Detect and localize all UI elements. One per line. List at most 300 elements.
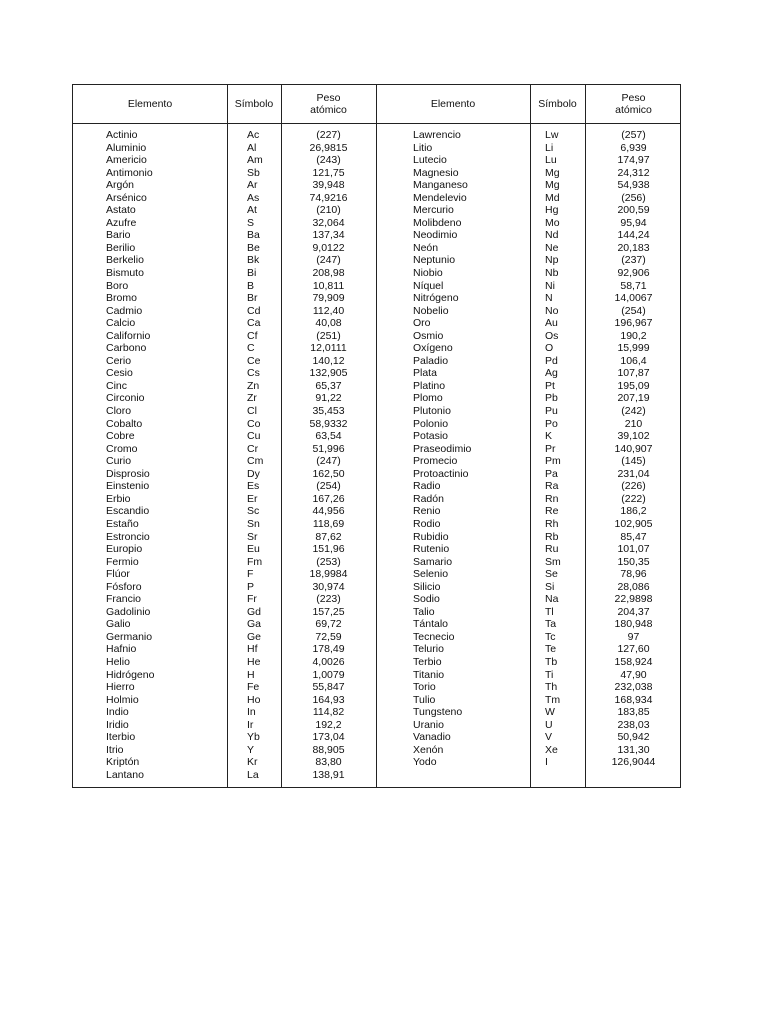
element-name: Flúor — [106, 568, 130, 581]
table-row — [413, 556, 682, 569]
atomic-weight: 151,96 — [312, 543, 345, 556]
header-element-left: Elemento — [127, 98, 173, 110]
table-row — [106, 380, 376, 393]
element-name: Radio — [413, 480, 441, 493]
element-name: Bario — [106, 229, 131, 242]
element-symbol: Kr — [247, 756, 258, 769]
element-symbol: In — [247, 706, 256, 719]
table-row — [413, 254, 682, 267]
atomic-weight: 91,22 — [315, 392, 342, 405]
table-row — [413, 468, 682, 481]
atomic-weight: 35,453 — [312, 405, 345, 418]
element-symbol: N — [545, 292, 553, 305]
element-name: Cobalto — [106, 417, 143, 430]
header-weight-right — [585, 85, 682, 123]
element-name: Vanadio — [413, 731, 451, 744]
element-symbol: I — [545, 756, 548, 769]
atomic-weight: 6,939 — [620, 141, 647, 154]
atomic-weight: (253) — [316, 555, 341, 568]
table-row — [106, 254, 376, 267]
table-row — [413, 543, 682, 556]
table-row — [106, 267, 376, 280]
element-symbol: Ni — [545, 279, 555, 292]
element-name: Magnesio — [413, 166, 459, 179]
element-symbol: Md — [545, 191, 560, 204]
element-name: Cloro — [106, 405, 132, 418]
element-name: Berilio — [106, 241, 136, 254]
element-symbol: Ge — [247, 630, 262, 643]
element-symbol: V — [545, 731, 553, 744]
element-symbol: Er — [247, 492, 258, 505]
table-row — [106, 355, 376, 368]
atomic-weight: 127,60 — [617, 643, 650, 656]
atomic-weight: 232,038 — [614, 681, 653, 694]
atomic-weight: 204,37 — [617, 605, 650, 618]
table-row — [413, 204, 682, 217]
element-name: Mercurio — [413, 204, 454, 217]
atomic-weight: 20,183 — [617, 241, 650, 254]
atomic-weight: 180,948 — [614, 618, 653, 631]
element-name: Gadolinio — [106, 605, 151, 618]
atomic-weight: 114,82 — [312, 706, 345, 719]
atomic-weight: (210) — [316, 204, 341, 217]
table-row — [106, 531, 376, 544]
table-row — [106, 204, 376, 217]
atomic-weight: 118,69 — [312, 517, 345, 530]
table-row — [413, 631, 682, 644]
atomic-weight: (223) — [316, 593, 341, 606]
element-symbol: Pu — [545, 405, 558, 418]
atomic-weight: (254) — [621, 304, 646, 317]
atomic-weight: 63,54 — [315, 430, 342, 443]
table-row — [413, 392, 682, 405]
element-name: Aluminio — [106, 141, 147, 154]
element-symbol: Li — [545, 141, 554, 154]
atomic-weight: 78,96 — [620, 568, 647, 581]
element-symbol: Si — [545, 580, 555, 593]
element-symbol: As — [247, 191, 260, 204]
element-symbol: Sb — [247, 166, 260, 179]
element-symbol: Lu — [545, 154, 557, 167]
element-symbol: U — [545, 718, 553, 731]
element-symbol: Fr — [247, 593, 257, 606]
element-symbol: Ho — [247, 693, 261, 706]
element-name: Torio — [413, 681, 436, 694]
element-symbol: Eu — [247, 543, 260, 556]
atomic-weight: 106,4 — [620, 354, 647, 367]
table-row — [106, 744, 376, 757]
table-row — [413, 694, 682, 707]
element-symbol: Ca — [247, 317, 261, 330]
element-name: Iterbio — [106, 731, 136, 744]
table-row — [413, 606, 682, 619]
element-name: Antimonio — [106, 166, 153, 179]
table-row — [413, 380, 682, 393]
element-name: Europio — [106, 543, 143, 556]
atomic-weight: (247) — [316, 455, 341, 468]
table-row — [413, 669, 682, 682]
header-weight-left — [281, 85, 376, 123]
element-symbol: Co — [247, 417, 261, 430]
element-name: Renio — [413, 505, 441, 518]
element-name: Boro — [106, 279, 129, 292]
table-row — [413, 179, 682, 192]
element-name: Escandio — [106, 505, 150, 518]
element-name: Neón — [413, 241, 439, 254]
table-row — [413, 330, 682, 343]
element-name: Cobre — [106, 430, 135, 443]
element-symbol: Cd — [247, 304, 261, 317]
element-name: Protoactinio — [413, 467, 469, 480]
atomic-weight: 164,93 — [312, 693, 345, 706]
table-row — [413, 292, 682, 305]
table-row — [106, 305, 376, 318]
element-name: Rutenio — [413, 543, 450, 556]
table-row — [106, 731, 376, 744]
atomic-weight: 39,102 — [617, 430, 650, 443]
element-symbol: S — [247, 216, 255, 229]
element-name: Arsénico — [106, 191, 147, 204]
atomic-weight: 162,50 — [312, 467, 345, 480]
atomic-weight: 140,12 — [312, 354, 345, 367]
element-name: Californio — [106, 329, 151, 342]
element-name: Lawrencio — [413, 129, 461, 141]
element-symbol: Ac — [247, 129, 260, 141]
element-name: Silicio — [413, 580, 441, 593]
table-row — [106, 581, 376, 594]
element-name: Neptunio — [413, 254, 456, 267]
element-name: Sodio — [413, 593, 440, 606]
table-row — [106, 217, 376, 230]
element-symbol: Tl — [545, 605, 554, 618]
element-name: Plutonio — [413, 405, 451, 418]
table-row — [413, 367, 682, 380]
element-symbol: Tc — [545, 630, 556, 643]
element-name: Nobelio — [413, 304, 449, 317]
table-row — [413, 593, 682, 606]
atomic-weight: 144,24 — [617, 229, 650, 242]
table-row — [106, 392, 376, 405]
element-name: Polonio — [413, 417, 449, 430]
table-row — [413, 267, 682, 280]
atomic-weight: 50,942 — [617, 731, 650, 744]
element-symbol: Fm — [247, 555, 263, 568]
atomic-weight: (254) — [316, 480, 341, 493]
element-symbol: Xe — [545, 743, 558, 756]
element-symbol: Am — [247, 154, 263, 167]
table-row — [106, 643, 376, 656]
table-row — [106, 342, 376, 355]
atomic-weight: 140,907 — [614, 442, 653, 455]
table-row — [413, 480, 682, 493]
element-symbol: Rb — [545, 530, 559, 543]
element-symbol: He — [247, 655, 261, 668]
atomic-weight: 231,04 — [617, 467, 650, 480]
element-symbol: At — [247, 204, 257, 217]
table-row — [106, 505, 376, 518]
element-name: Niobio — [413, 267, 443, 280]
element-name: Americio — [106, 154, 147, 167]
element-name: Cesio — [106, 367, 133, 380]
element-symbol: No — [545, 304, 559, 317]
atomic-weight: (256) — [621, 191, 646, 204]
table-row — [106, 518, 376, 531]
element-symbol: Bk — [247, 254, 260, 267]
table-row — [413, 280, 682, 293]
element-name: Manganeso — [413, 179, 468, 192]
table-row — [106, 669, 376, 682]
element-symbol: Sn — [247, 517, 260, 530]
element-symbol: Mg — [545, 179, 560, 192]
atomic-weights-table — [72, 84, 681, 788]
atomic-weight: (243) — [316, 154, 341, 167]
element-name: Iridio — [106, 718, 129, 731]
element-symbol: Bi — [247, 267, 257, 280]
element-symbol: Zr — [247, 392, 257, 405]
element-name: Tecnecio — [413, 630, 455, 643]
atomic-weight: 238,03 — [617, 718, 650, 731]
element-symbol: Ne — [545, 241, 559, 254]
atomic-weight: 30,974 — [312, 580, 345, 593]
element-name: Itrio — [106, 743, 124, 756]
atomic-weight: 51,996 — [312, 442, 345, 455]
atomic-weight: 131,30 — [617, 743, 650, 756]
element-symbol: Ga — [247, 618, 262, 631]
atomic-weight: 28,086 — [617, 580, 650, 593]
table-row — [413, 581, 682, 594]
table-row — [106, 154, 376, 167]
atomic-weight: 92,906 — [617, 267, 650, 280]
atomic-weight: 55,847 — [312, 681, 345, 694]
header-weight-line1: Peso — [316, 92, 341, 104]
atomic-weight: 58,9332 — [309, 417, 348, 430]
element-name: Oro — [413, 317, 431, 330]
header-divider — [73, 123, 680, 124]
element-name: Helio — [106, 655, 130, 668]
element-name: Osmio — [413, 329, 444, 342]
element-symbol: Re — [545, 505, 559, 518]
element-name: Indio — [106, 706, 129, 719]
table-row — [106, 443, 376, 456]
element-name: Holmio — [106, 693, 139, 706]
table-row — [106, 167, 376, 180]
element-name: Erbio — [106, 492, 131, 505]
atomic-weight: 132,905 — [309, 367, 348, 380]
atomic-weight: 107,87 — [617, 367, 650, 380]
header-weight-line2: atómico — [615, 104, 652, 116]
atomic-weight: 192,2 — [315, 718, 342, 731]
element-name: Estaño — [106, 517, 139, 530]
element-symbol: Nd — [545, 229, 559, 242]
table-row — [413, 342, 682, 355]
element-name: Plata — [413, 367, 437, 380]
atomic-weight: 137,34 — [312, 229, 345, 242]
element-name: Paladio — [413, 354, 449, 367]
table-row — [413, 706, 682, 719]
atomic-weight: (242) — [621, 405, 646, 418]
atomic-weight: 173,04 — [312, 731, 345, 744]
atomic-weight: 4,0026 — [312, 655, 345, 668]
atomic-weight: 24,312 — [617, 166, 650, 179]
element-symbol: Pd — [545, 354, 558, 367]
atomic-weight: 167,26 — [312, 492, 345, 505]
element-symbol: K — [545, 430, 553, 443]
table-row — [106, 568, 376, 581]
element-name: Cerio — [106, 354, 132, 367]
atomic-weight: 190,2 — [620, 329, 647, 342]
element-symbol: Cu — [247, 430, 261, 443]
element-name: Kriptón — [106, 756, 140, 769]
element-name: Tungsteno — [413, 706, 463, 719]
element-name: Actinio — [106, 129, 138, 141]
element-symbol: Br — [247, 292, 258, 305]
element-name: Selenio — [413, 568, 449, 581]
element-symbol: H — [247, 668, 255, 681]
element-symbol: Tm — [545, 693, 561, 706]
atomic-weight: 208,98 — [312, 267, 345, 280]
atomic-weight: 183,85 — [617, 706, 650, 719]
element-name: Rodio — [413, 517, 441, 530]
element-symbol: Cl — [247, 405, 257, 418]
atomic-weight: 47,90 — [620, 668, 647, 681]
element-name: Molibdeno — [413, 216, 462, 229]
table-row — [106, 769, 376, 782]
table-row — [413, 681, 682, 694]
table-row — [413, 531, 682, 544]
element-name: Praseodimio — [413, 442, 472, 455]
table-row — [106, 681, 376, 694]
element-symbol: Rn — [545, 492, 559, 505]
table-row — [413, 430, 682, 443]
atomic-weight: 44,956 — [312, 505, 345, 518]
table-row — [106, 330, 376, 343]
table-row — [106, 656, 376, 669]
element-name: Yodo — [413, 756, 437, 769]
right-element-list — [413, 129, 682, 769]
atomic-weight: (247) — [316, 254, 341, 267]
element-symbol: Sm — [545, 555, 561, 568]
atomic-weight: 26,9815 — [309, 141, 348, 154]
atomic-weight: 195,09 — [617, 379, 650, 392]
element-name: Níquel — [413, 279, 444, 292]
element-symbol: Ti — [545, 668, 554, 681]
table-row — [413, 443, 682, 456]
element-symbol: Au — [545, 317, 558, 330]
element-symbol: Ra — [545, 480, 559, 493]
atomic-weight: 158,924 — [614, 655, 653, 668]
table-row — [413, 305, 682, 318]
element-symbol: Pr — [545, 442, 556, 455]
table-row — [106, 129, 376, 142]
table-row — [413, 192, 682, 205]
atomic-weight: 200,59 — [617, 204, 650, 217]
atomic-weight: 69,72 — [315, 618, 342, 631]
table-row — [413, 418, 682, 431]
element-name: Potasio — [413, 430, 449, 443]
element-symbol: Mo — [545, 216, 560, 229]
element-name: Talio — [413, 605, 435, 618]
table-row — [106, 192, 376, 205]
atomic-weight: 88,905 — [312, 743, 345, 756]
element-name: Azufre — [106, 216, 137, 229]
element-name: Einstenio — [106, 480, 150, 493]
atomic-weight: (226) — [621, 480, 646, 493]
table-row — [106, 418, 376, 431]
table-row — [413, 217, 682, 230]
table-row — [106, 280, 376, 293]
element-name: Fósforo — [106, 580, 142, 593]
element-symbol: W — [545, 706, 555, 719]
atomic-weight: (145) — [621, 455, 646, 468]
element-symbol: Cr — [247, 442, 259, 455]
table-row — [106, 706, 376, 719]
element-symbol: Be — [247, 241, 260, 254]
element-symbol: Se — [545, 568, 558, 581]
atomic-weight: 210 — [624, 417, 643, 430]
table-row — [106, 480, 376, 493]
element-name: Francio — [106, 593, 142, 606]
element-symbol: Es — [247, 480, 260, 493]
table-row — [413, 167, 682, 180]
element-name: Xenón — [413, 743, 444, 756]
table-row — [413, 744, 682, 757]
element-name: Carbono — [106, 342, 147, 355]
element-name: Fermio — [106, 555, 139, 568]
element-name: Hierro — [106, 681, 135, 694]
element-name: Platino — [413, 379, 446, 392]
element-symbol: Po — [545, 417, 558, 430]
element-name: Mendelevio — [413, 191, 467, 204]
element-symbol: Pb — [545, 392, 558, 405]
header-weight-line1: Peso — [621, 92, 646, 104]
atomic-weight: 196,967 — [614, 317, 653, 330]
atomic-weight: 138,91 — [312, 768, 345, 781]
element-symbol: Tb — [545, 655, 558, 668]
element-symbol: Cf — [247, 329, 258, 342]
table-row — [413, 355, 682, 368]
table-row — [413, 154, 682, 167]
table-row — [413, 229, 682, 242]
atomic-weight: (237) — [621, 254, 646, 267]
table-row — [413, 719, 682, 732]
atomic-weight: 15,999 — [617, 342, 650, 355]
table-row — [413, 643, 682, 656]
table-row — [106, 606, 376, 619]
element-symbol: Yb — [247, 731, 260, 744]
atomic-weight: 54,938 — [617, 179, 650, 192]
header-symbol-left: Símbolo — [234, 98, 274, 110]
element-symbol: Np — [545, 254, 559, 267]
atomic-weight: 150,35 — [617, 555, 650, 568]
table-row — [106, 179, 376, 192]
element-symbol: Fe — [247, 681, 260, 694]
atomic-weight: 174,97 — [617, 154, 650, 167]
element-symbol: Ce — [247, 354, 261, 367]
table-row — [413, 455, 682, 468]
element-name: Titanio — [413, 668, 445, 681]
table-row — [106, 556, 376, 569]
element-name: Circonio — [106, 392, 145, 405]
atomic-weight: 18,9984 — [309, 568, 348, 581]
atomic-weight: 40,08 — [315, 317, 342, 330]
element-name: Radón — [413, 492, 444, 505]
element-name: Calcio — [106, 317, 136, 330]
element-name: Promecio — [413, 455, 458, 468]
atomic-weight: 95,94 — [620, 216, 647, 229]
element-name: Bismuto — [106, 267, 144, 280]
element-symbol: Hf — [247, 643, 258, 656]
atomic-weight: (227) — [316, 129, 341, 141]
